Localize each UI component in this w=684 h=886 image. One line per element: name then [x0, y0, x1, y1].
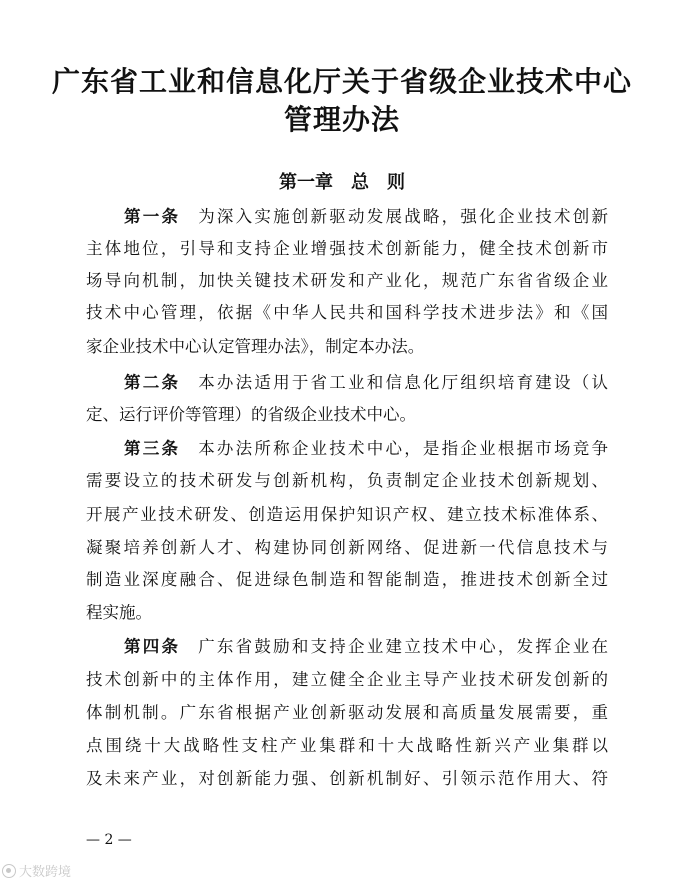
paragraph-line: 体制机制。广东省根据产业创新驱动发展和高质量发展需要，重 — [86, 703, 608, 722]
paragraph-line: 及未来产业，对创新能力强、创新机制好、引领示范作用大、符 — [86, 769, 608, 788]
article-label: 第四条 — [124, 637, 181, 656]
article-label: 第三条 — [124, 439, 181, 458]
document-title-line-2: 管理办法 — [283, 103, 400, 136]
paragraph-line: 技术创新中的主体作用，建立健全企业主导产业技术研发创新的 — [86, 670, 608, 689]
page-number: — 2 — — [86, 832, 132, 848]
paragraph-line: 第三条 本办法所称企业技术中心，是指企业根据市场竞争 — [124, 439, 609, 458]
paragraph-line: 第一条 为深入实施创新驱动发展战略，强化企业技术创新 — [124, 207, 609, 226]
paragraph-line: 点围绕十大战略性支柱产业集群和十大战略性新兴产业集群以 — [86, 736, 608, 755]
chapter-heading: 第一章 总 则 — [279, 172, 405, 193]
paragraph-line: 主体地位，引导和支持企业增强技术创新能力，健全技术创新市 — [86, 239, 608, 258]
watermark-logo-icon — [2, 864, 16, 878]
paragraph-line: 第二条 本办法适用于省工业和信息化厅组织培育建设（认 — [124, 373, 609, 392]
paragraph-line: 开展产业技术研发、创造运用保护知识产权、建立技术标准体系、 — [86, 505, 608, 524]
paragraph-line: 家企业技术中心认定管理办法》，制定本办法。 — [86, 337, 425, 356]
article-label: 第二条 — [124, 373, 181, 392]
article-label: 第一条 — [124, 207, 181, 226]
paragraph-line: 凝聚培养创新人才、构建协同创新网络、促进新一代信息技术与 — [86, 538, 608, 557]
document-title-line-1: 广东省工业和信息化厅关于省级企业技术中心 — [51, 65, 632, 98]
paragraph-line: 技术中心管理，依据《中华人民共和国科学技术进步法》和《国 — [86, 303, 608, 322]
watermark-text: 大数跨境 — [19, 865, 72, 880]
watermark — [2, 861, 71, 880]
paragraph-line: 第四条 广东省鼓励和支持企业建立技术中心，发挥企业在 — [124, 637, 609, 656]
paragraph-line: 场导向机制，加快关键技术研发和产业化，规范广东省省级企业 — [86, 271, 608, 290]
paragraph-line: 定、运行评价等管理）的省级企业技术中心。 — [86, 405, 416, 424]
paragraph-line: 制造业深度融合、促进绿色制造和智能制造，推进技术创新全过 — [86, 570, 608, 589]
paragraph-line: 需要设立的技术研发与创新机构，负责制定企业技术创新规划、 — [86, 471, 608, 490]
paragraph-line: 程实施。 — [86, 603, 152, 622]
